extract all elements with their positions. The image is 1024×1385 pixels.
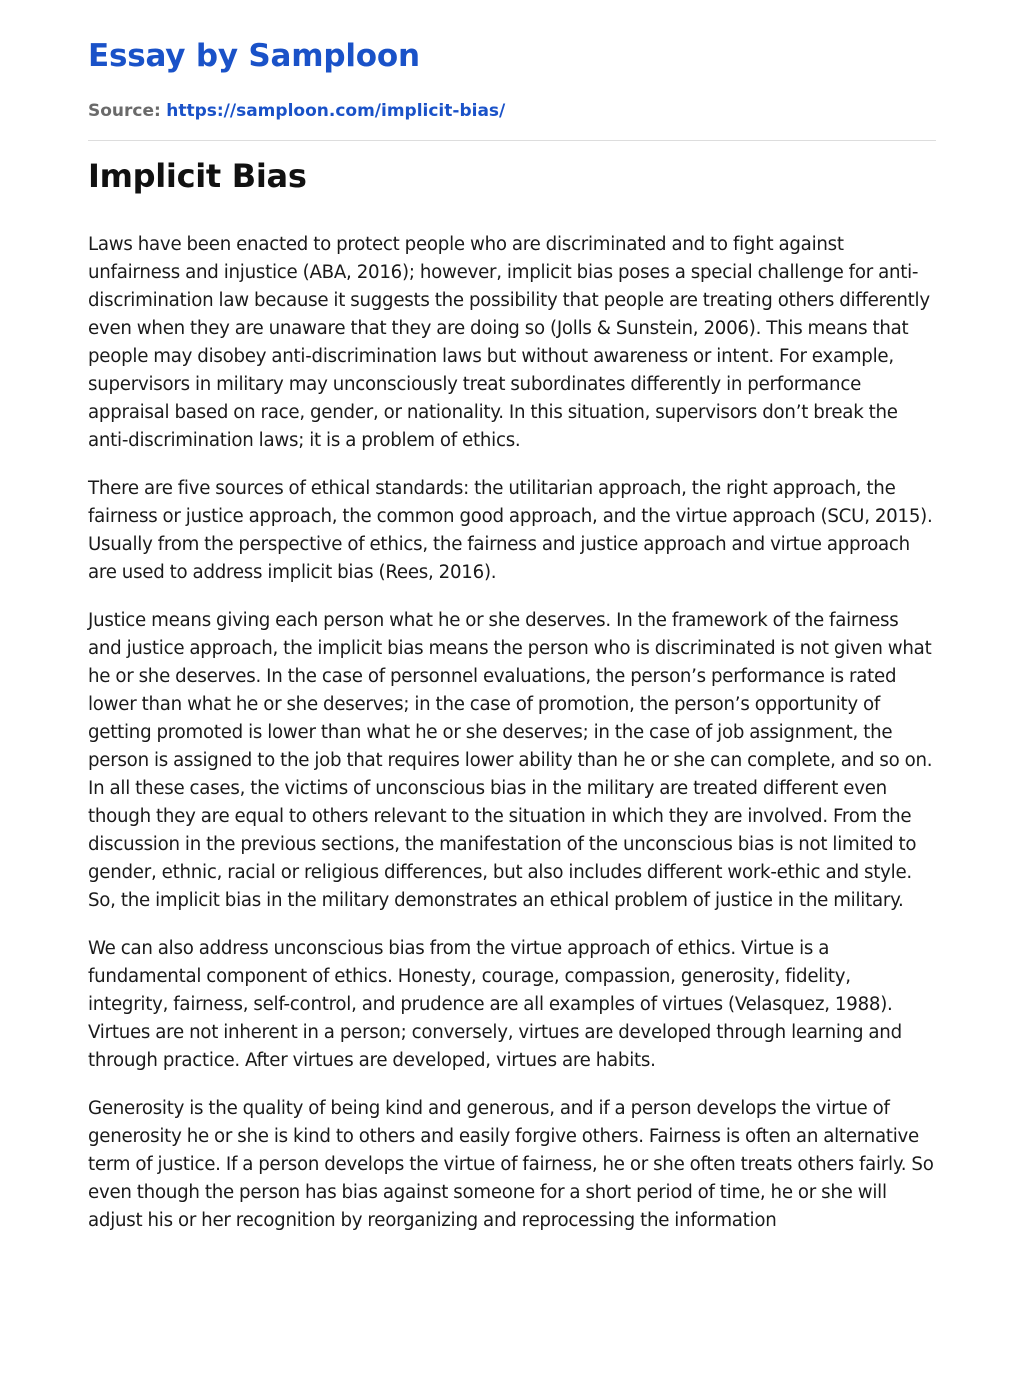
source-line: [88, 100, 936, 122]
essay-title: Implicit Bias: [88, 157, 307, 195]
paragraph: Justice means giving each person what he or she deserves. In the framework of the fairness and justice approach, the implicit bias means the person who is discriminated is not given what he or she deserves. In the case of personnel evaluations, the person’s performance is rated lower than what he or she deserves; in the case of promotion, the person’s opportunity of getting promoted is lower than what he or she deserves; in the case of job assignment, the person is assigned to the job that requires lower ability than he or she can complete, and so on. In all these cases, the victims of unconscious bias in the military are treated different even though they are equal to others relevant to the situation in which they are involved. From the discussion in the previous sections, the manifestation of the unconscious bias is not limited to gender, ethnic, racial or religious differences, but also includes different work-ethic and style. So, the implicit bias in the military demonstrates an ethical problem of justice in the military.: [88, 610, 933, 911]
header-divider: [88, 140, 936, 141]
paragraph: Generosity is the quality of being kind and generous, and if a person develops the virtue of generosity he or she is kind to others and easily forgive others. Fairness is often an alternative term of justice. If a person develops the virtue of fairness, he or she often treats others fairly. So even though the person has bias against someone for a short period of time, he or she will adjust his or her recognition by reorganizing and reprocessing the information: [88, 1098, 934, 1231]
source-label: Source:: [88, 101, 161, 121]
paragraph: We can also address unconscious bias from the virtue approach of ethics. Virtue is a fundamental component of ethics. Honesty, courage, compassion, generosity, fidelity, integrity, fairness, self-control, and prudence are all examples of virtues (Velasquez, 1988). Virtues are not inherent in a person; conversely, virtues are developed through learning and through practice. After virtues are developed, virtues are habits.: [88, 938, 902, 1071]
essay-body: [88, 231, 936, 1235]
source-link[interactable]: https://samploon.com/implicit-bias/: [166, 101, 506, 121]
paragraph: Laws have been enacted to protect people who are discriminated and to fight against unfairness and injustice (ABA, 2016); however, implicit bias poses a special challenge for anti-discrimination law because it suggests the possibility that people are treating others differently even when they are unaware that they are doing so (Jolls & Sunstein, 2006). This means that people may disobey anti-discrimination laws but without awareness or intent. For example, supervisors in military may unconsciously treat subordinates differently in performance appraisal based on race, gender, or nationality. In this situation, supervisors don’t break the anti-discrimination laws; it is a problem of ethics.: [88, 234, 930, 451]
site-title: Essay by Samploon: [88, 38, 420, 74]
paragraph: There are five sources of ethical standards: the utilitarian approach, the right approach, the fairness or justice approach, the common good approach, and the virtue approach (SCU, 2015). Usually from the perspective of ethics, the fairness and justice approach and virtue approach are used to address implicit bias (Rees, 2016).: [88, 478, 933, 583]
